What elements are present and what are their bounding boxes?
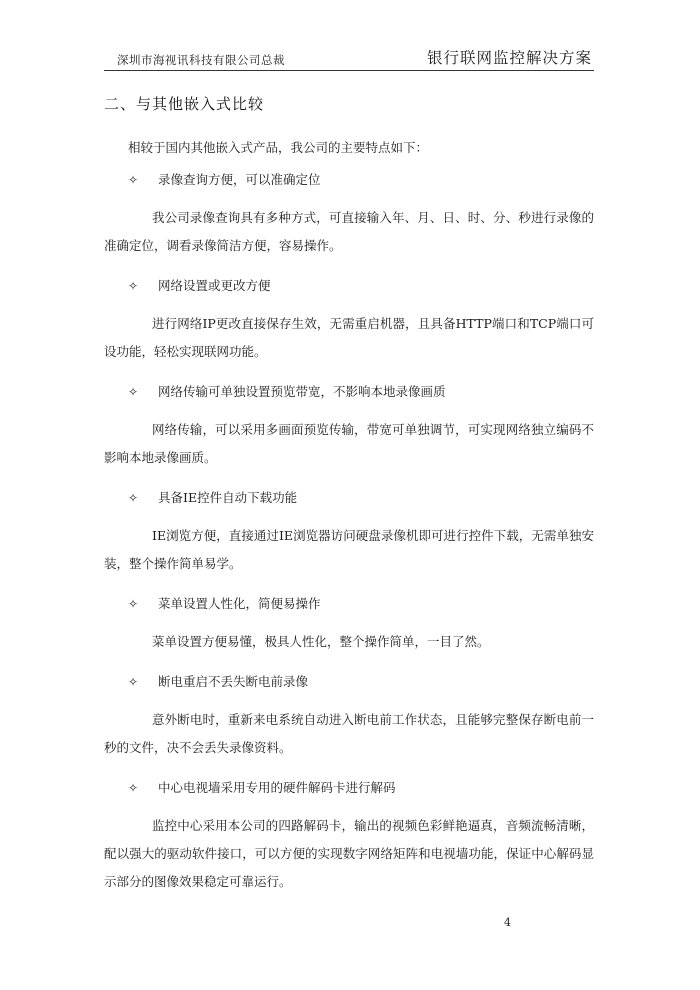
diamond-bullet-icon: ✧ — [128, 597, 139, 611]
diamond-bullet-icon: ✧ — [128, 385, 139, 399]
feature-title: 网络传输可单独设置预览带宽，不影响本地录像画质 — [158, 384, 446, 399]
feature-title-row — [128, 378, 594, 406]
feature-title-row — [128, 668, 594, 696]
feature-title: 录像查询方便，可以准确定位 — [158, 172, 321, 187]
feature-item — [104, 272, 594, 366]
feature-title-row — [128, 774, 594, 802]
feature-item — [104, 590, 594, 656]
feature-description: 进行网络IP更改直接保存生效，无需重启机器，且具备HTTP端口和TCP端口可设功能，轻松实现联网功能。 — [104, 316, 594, 359]
feature-title: 中心电视墙采用专用的硬件解码卡进行解码 — [158, 780, 396, 795]
feature-item — [104, 166, 594, 260]
feature-description: 我公司录像查询具有多种方式，可直接输入年、月、日、时、分、秒进行录像的准确定位，调看录像简洁方便，容易操作。 — [104, 210, 594, 253]
header-company: 深圳市海视讯科技有限公司总裁 — [117, 53, 285, 67]
feature-title-row — [128, 166, 594, 194]
section-title: 二、与其他嵌入式比较 — [104, 95, 265, 113]
header-rule — [104, 70, 594, 71]
section-intro: 相较于国内其他嵌入式产品，我公司的主要特点如下： — [128, 140, 429, 155]
diamond-bullet-icon: ✧ — [128, 491, 139, 505]
feature-title: 网络设置或更改方便 — [158, 278, 271, 293]
feature-title-row — [128, 484, 594, 512]
feature-description: 监控中心采用本公司的四路解码卡，输出的视频色彩鲜艳逼真，音频流畅清晰，配以强大的驱动软件接口，可以方便的实现数字网络矩阵和电视墙功能，保证中心解码显示部分的图像效果稳定可靠运行。 — [104, 818, 594, 889]
feature-item — [104, 378, 594, 472]
feature-item — [104, 774, 594, 896]
feature-description: 网络传输，可以采用多画面预览传输，带宽可单独调节，可实现网络独立编码不影响本地录像画质。 — [104, 422, 594, 465]
header-doc-title: 银行联网监控解决方案 — [426, 49, 592, 67]
feature-title: 断电重启不丢失断电前录像 — [158, 674, 309, 689]
feature-description: 菜单设置方便易懂，极具人性化，整个操作简单，一目了然。 — [152, 634, 490, 649]
diamond-bullet-icon: ✧ — [128, 279, 139, 293]
feature-item — [104, 668, 594, 762]
page-number: 4 — [504, 916, 511, 929]
feature-title-row — [128, 272, 594, 300]
feature-description: IE浏览方便，直接通过IE浏览器访问硬盘录像机即可进行控件下载，无需单独安装，整个操作简单易学。 — [104, 528, 594, 571]
document-body — [104, 134, 594, 908]
feature-title-row — [128, 590, 594, 618]
feature-description: 意外断电时，重新来电系统自动进入断电前工作状态，且能够完整保存断电前一秒的文件，决不会丢失录像资料。 — [104, 712, 594, 755]
feature-title: 具备IE控件自动下载功能 — [158, 490, 298, 505]
diamond-bullet-icon: ✧ — [128, 173, 139, 187]
diamond-bullet-icon: ✧ — [128, 675, 139, 689]
feature-item — [104, 484, 594, 578]
feature-title: 菜单设置人性化，简便易操作 — [158, 596, 321, 611]
diamond-bullet-icon: ✧ — [128, 781, 139, 795]
